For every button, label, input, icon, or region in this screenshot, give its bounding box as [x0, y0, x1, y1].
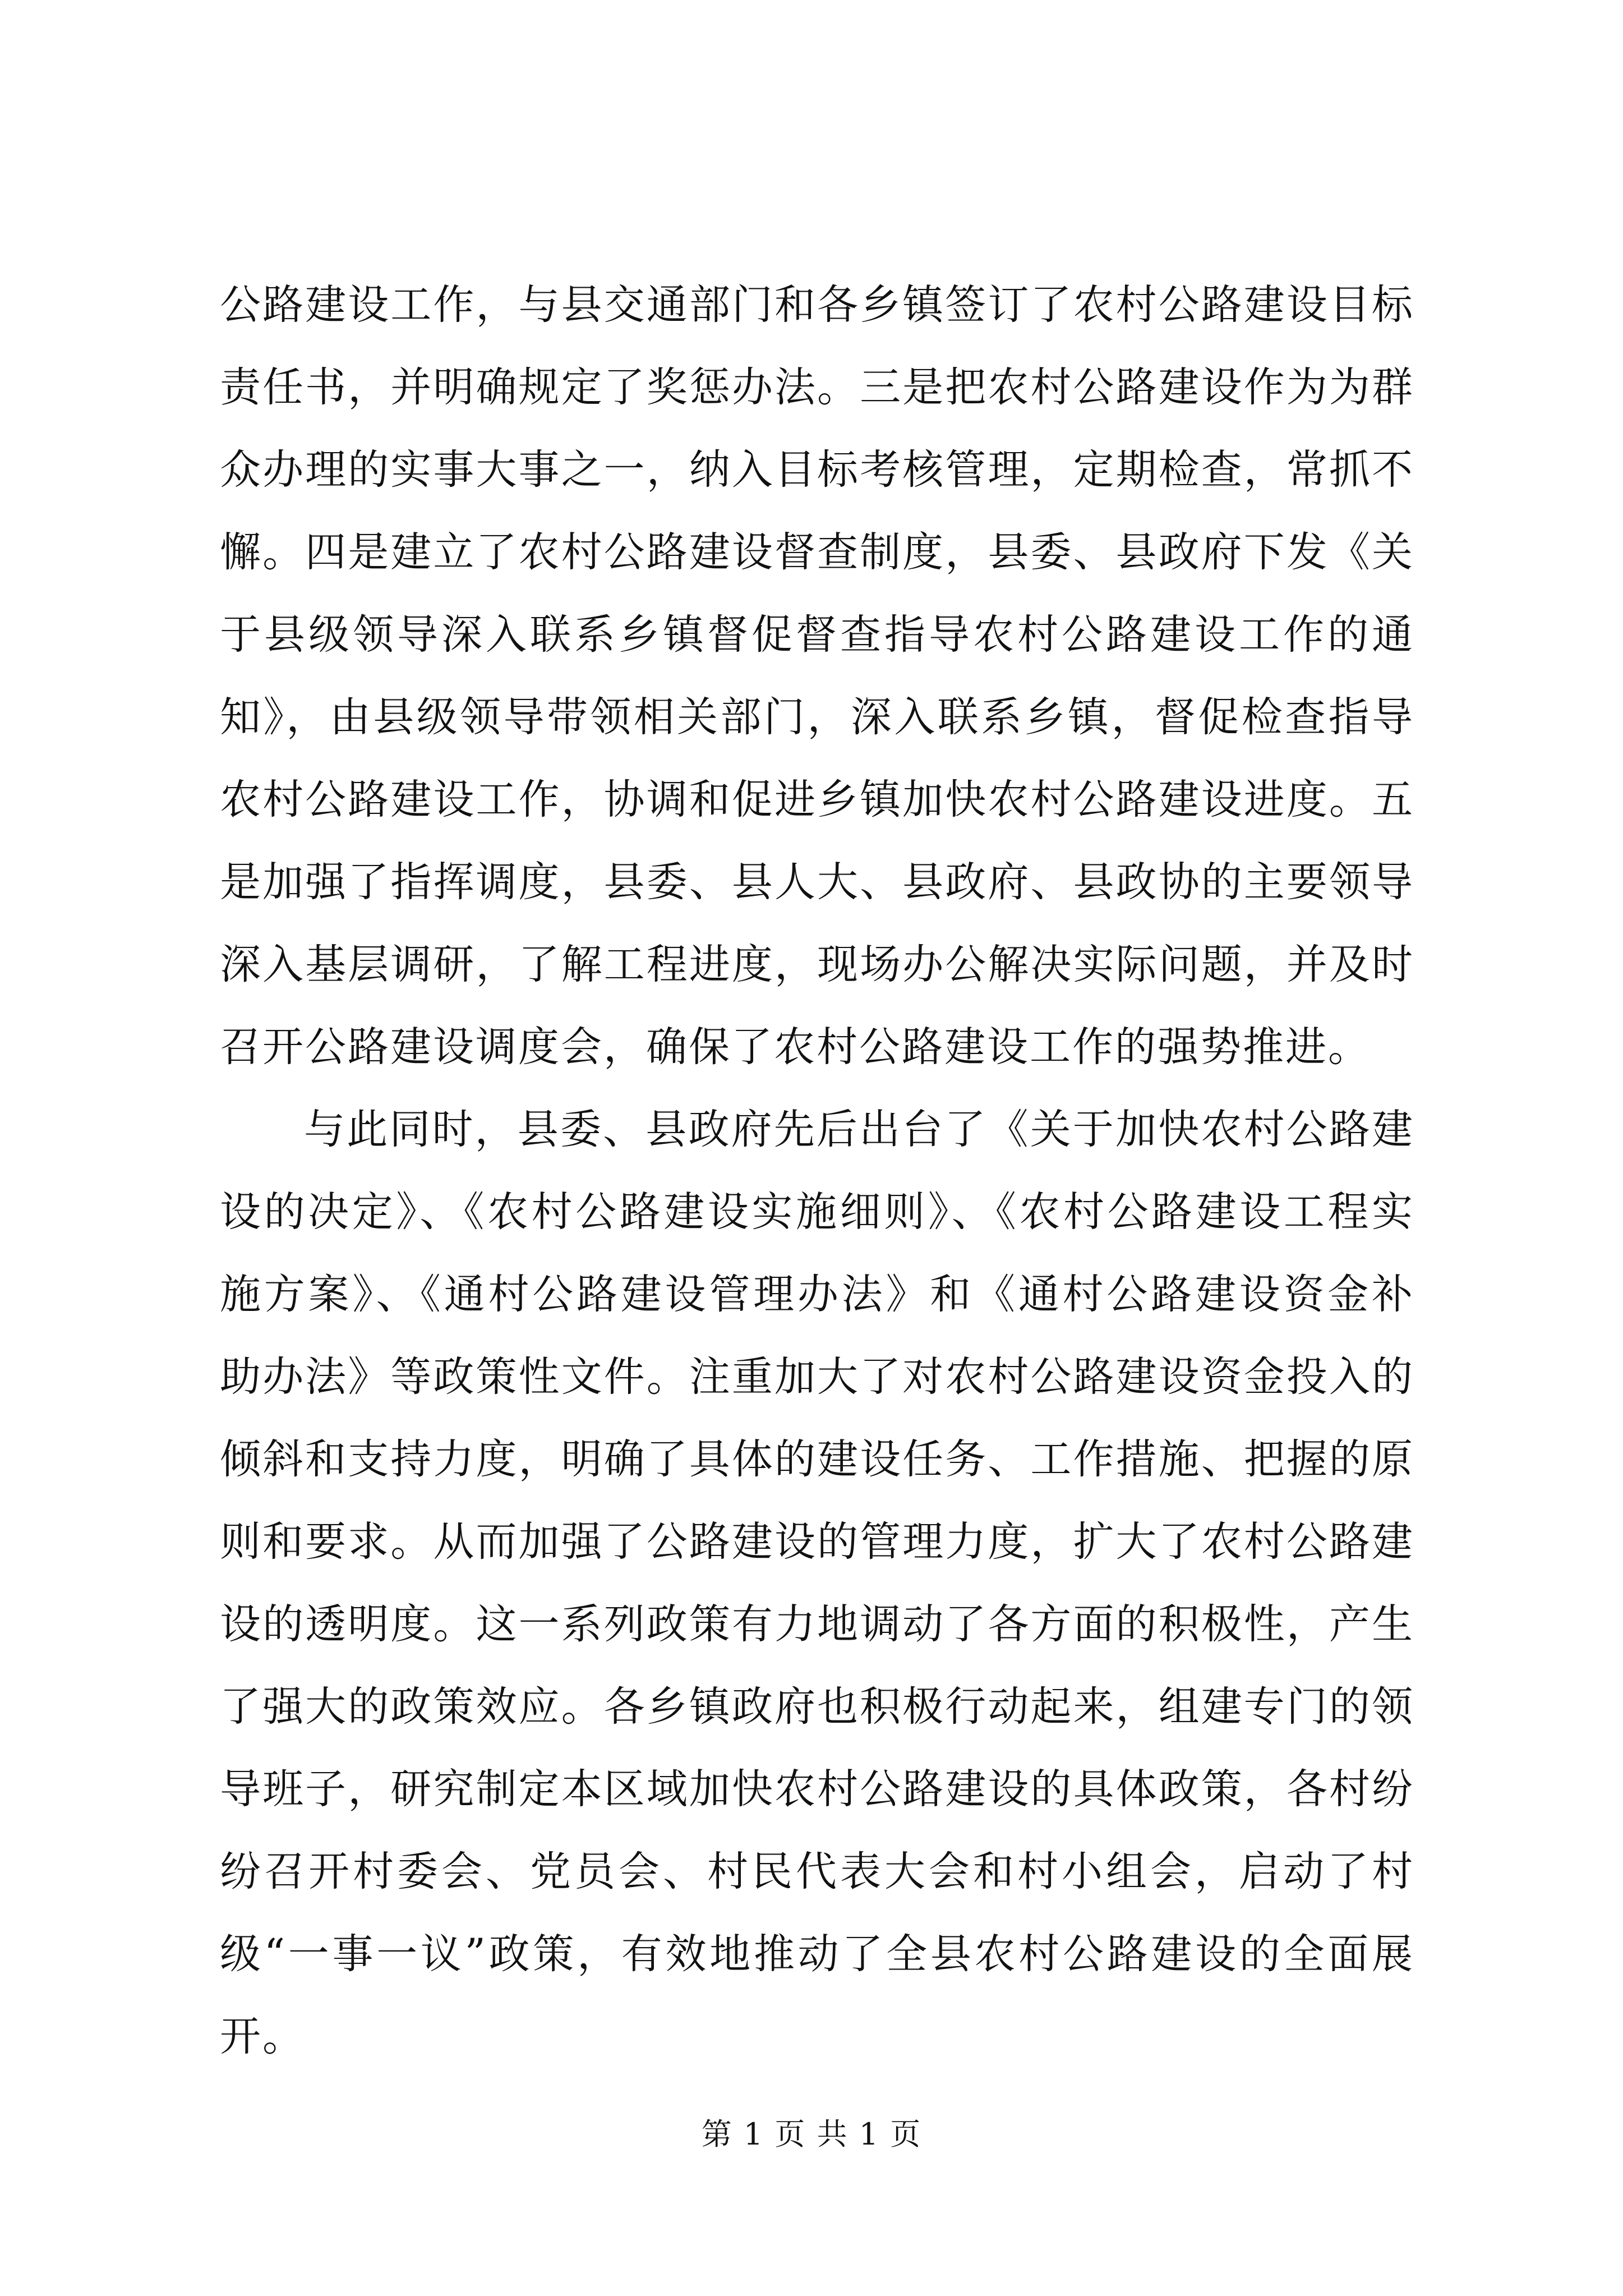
body-text — [220, 264, 1414, 2078]
page-footer: 第 1 页 共 1 页 — [701, 2116, 922, 2152]
paragraph-continuation: 公路建设工作，与县交通部门和各乡镇签订了农村公路建设目标责任书，并明确规定了奖惩办法。三是把农村公路建设作为为群众办理的实事大事之一，纳入目标考核管理，定期检查，常抓不懈。四是建立了农村公路建设督查制度，县委、县政府下发《关于县级领导深入联系乡镇督促督查指导农村公路建设工作的通知》，由县级领导带领相关部门，深入联系乡镇，督促检查指导农村公路建设工作，协调和促进乡镇加快农村公路建设进度。五是加强了指挥调度，县委、县人大、县政府、县政协的主要领导深入基层调研，了解工程进度，现场办公解决实际问题，并及时召开公路建设调度会，确保了农村公路建设工作的强势推进。 — [220, 281, 1414, 1071]
paragraph-policy-documents: 与此同时，县委、县政府先后出台了《关于加快农村公路建设的决定》、《农村公路建设实施细则》、《农村公路建设工程实施方案》、《通村公路建设管理办法》和《通村公路建设资金补助办法》等政策性文件。注重加大了对农村公路建设资金投入的倾斜和支持力度，明确了具体的建设任务、工作措施、把握的原则和要求。从而加强了公路建设的管理力度，扩大了农村公路建设的透明度。这一系列政策有力地调动了各方面的积极性，产生了强大的政策效应。各乡镇政府也积极行动起来，组建专门的领导班子，研究制定本区域加快农村公路建设的具体政策，各村纷纷召开村委会、党员会、村民代表大会和村小组会，启动了村级“一事一议”政策，有效地推动了全县农村公路建设的全面展开。 — [220, 1106, 1414, 2060]
